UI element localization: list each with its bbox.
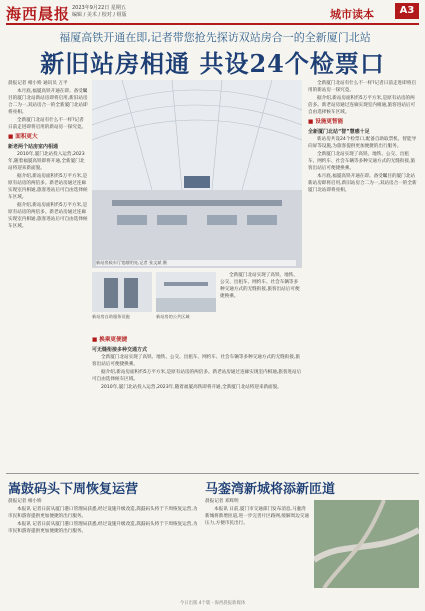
story2-byline: 晨报记者 相小娇 xyxy=(8,499,42,504)
story2-text: 本报讯 记者日前从厦门港口管理局获悉,经过设施升级改造,嵩鼓码头将于下周恢复运营,为市民和游客提供更加便捷的出行服务。 xyxy=(8,507,198,519)
concourse-illustration xyxy=(156,272,216,312)
top-story-para5-a: 全新厦门北站实现了高铁、地铁、公交、出租车、网约车、社会车辆等多种交通方式的无缝衔接,旅客出站后可便捷换乘。 xyxy=(220,273,300,299)
story3-body xyxy=(205,498,310,596)
issue-meta xyxy=(72,5,242,19)
subhead-transfer-detail: 可无缝衔接多种交通方式 xyxy=(92,347,148,353)
top-story-para3: 2010年,厦门北站投入运营,2023年,随着福厦高铁即将开通,全新厦门北站将迎来新面貌。 xyxy=(8,152,85,171)
story3-headline: 马銮湾新城将添新匝道 xyxy=(205,482,336,497)
subhead-smart: ■ 设施更智能 xyxy=(308,119,344,125)
top-story-para4-c: 据介绍,新站房面积约5万平方米,是原有站房的两倍多。新老站房通过连廊实现室内相通,旅客进站后可自由选择候车区域。 xyxy=(308,96,416,115)
top-story-column-mid xyxy=(92,334,302,468)
newspaper-masthead: 海西晨报 xyxy=(6,5,71,23)
subhead-bigger-detail: 新老两个站房室内相通 xyxy=(8,144,59,150)
kiosk-illustration xyxy=(92,272,152,312)
top-story-para3-b: 2010年,厦门北站投入运营,2023年,随着福厦高铁即将开通,全新厦门北站将迎来新面貌。 xyxy=(101,385,282,390)
station-hall-photo xyxy=(92,80,302,268)
kiosk-photo-caption: 新站房自助服务设施 xyxy=(92,314,130,319)
top-story-para4-continued: 据介绍,新站房面积约5万平方米,是原有站房的两倍多。新老站房通过连廊实现室内相通,旅客进站后可自由选择候车区域。 xyxy=(8,203,88,229)
section-title: 城市读本 xyxy=(330,8,374,21)
story3-text: 本报讯 日前,厦门市交通部门发布消息,马銮湾新城将新增匝道,进一步完善片区路网,缓解周边交通压力,方便市民出行。 xyxy=(205,507,309,526)
issue-date: 2023年9月22日 星期五 xyxy=(72,5,126,11)
concourse-photo xyxy=(156,272,216,312)
concourse-photo-caption: 新站房的公共区域 xyxy=(156,314,190,319)
top-story-para2: 全新厦门北站有什么不一样?记者日前走进即将启用的新站房一探究竟。 xyxy=(8,118,87,130)
top-story-lead: 本月底,福厦高铁开通在即。备受瞩目的厦门北站新站房即将启用,新旧站房合二为一,双站房合一的全新厦门北站即将亮相。 xyxy=(8,89,88,115)
top-story-para4-b: 据介绍,新站房面积约5万平方米,是原有站房的两倍多。新老站房通过连廊实现室内相通,旅客进站后可自由选择候车区域。 xyxy=(92,370,302,382)
story2-headline: 嵩鼓码头下周恢复运营 xyxy=(8,482,139,497)
subhead-transfer: ■ 换乘更便捷 xyxy=(92,337,128,343)
top-story-column-mid-a xyxy=(220,272,302,332)
top-story-para2-b: 全新厦门北站有什么不一样?记者日前走进即将启用的新站房一探究竟。 xyxy=(308,81,416,93)
top-story-column-left xyxy=(8,80,88,468)
story2-body xyxy=(8,498,198,596)
top-story-headline: 新旧站房相通 共设24个检票口 xyxy=(40,49,385,78)
page-number-badge: A3 xyxy=(395,3,419,19)
kiosk-photo xyxy=(92,272,152,312)
top-story-para5-c: 全新厦门北站实现了高铁、地铁、公交、出租车、网约车、社会车辆等多种交通方式的无缝衔接,旅客出站后可便捷换乘。 xyxy=(308,152,416,171)
station-hall-photo-caption: 新站房候车厅宽敞明亮,记者 张文斌 摄 xyxy=(96,260,296,266)
issue-editors: 编辑 / 美术 / 校对 / 组版 xyxy=(72,12,127,18)
top-story-para4: 据介绍,新站房面积约5万平方米,是原有站房的两倍多。新老站房通过连廊实现室内相通,旅客进站后可自由选择候车区域。 xyxy=(8,174,88,200)
top-story-column-right xyxy=(308,80,418,468)
top-story-byline: 晨报记者 相小娇 通讯员 万平 xyxy=(8,81,68,86)
subhead-bigger: ■ 面积更大 xyxy=(8,134,38,140)
top-story-para6: 新站房共设24个检票口,配备自助取票机、智能导向屏等设施,为旅客提供更加便捷的出行服务。 xyxy=(308,137,417,149)
station-hall-illustration xyxy=(92,80,302,268)
top-story-para5: 全新厦门北站实现了高铁、地铁、公交、出租车、网约车、社会车辆等多种交通方式的无缝衔接,旅客出站后可便捷换乘。 xyxy=(92,355,300,367)
section-divider xyxy=(6,473,419,474)
subhead-smart-detail: 全新厦门北站“智”慧感十足 xyxy=(308,129,370,135)
story3-byline: 晨报记者 邓辉明 xyxy=(205,499,239,504)
page-footer: 今日出版 4个版 · 海西晨报新媒体 xyxy=(179,601,246,606)
top-story-lead-c: 本月底,福厦高铁开通在即。备受瞩目的厦门北站新站房即将启用,新旧站房合二为一,双站房合一的全新厦门北站即将亮相。 xyxy=(308,174,417,193)
story2-text-b: 本报讯 记者日前从厦门港口管理局获悉,经过设施升级改造,嵩鼓码头将于下周恢复运营,为市民和游客提供更加便捷的出行服务。 xyxy=(8,522,198,534)
masthead-divider xyxy=(6,23,419,25)
top-story-kicker: 福厦高铁开通在即,记者带您抢先探访双站房合一的全新厦门北站 xyxy=(59,31,371,44)
interchange-illustration xyxy=(314,500,419,588)
interchange-photo xyxy=(314,500,419,588)
